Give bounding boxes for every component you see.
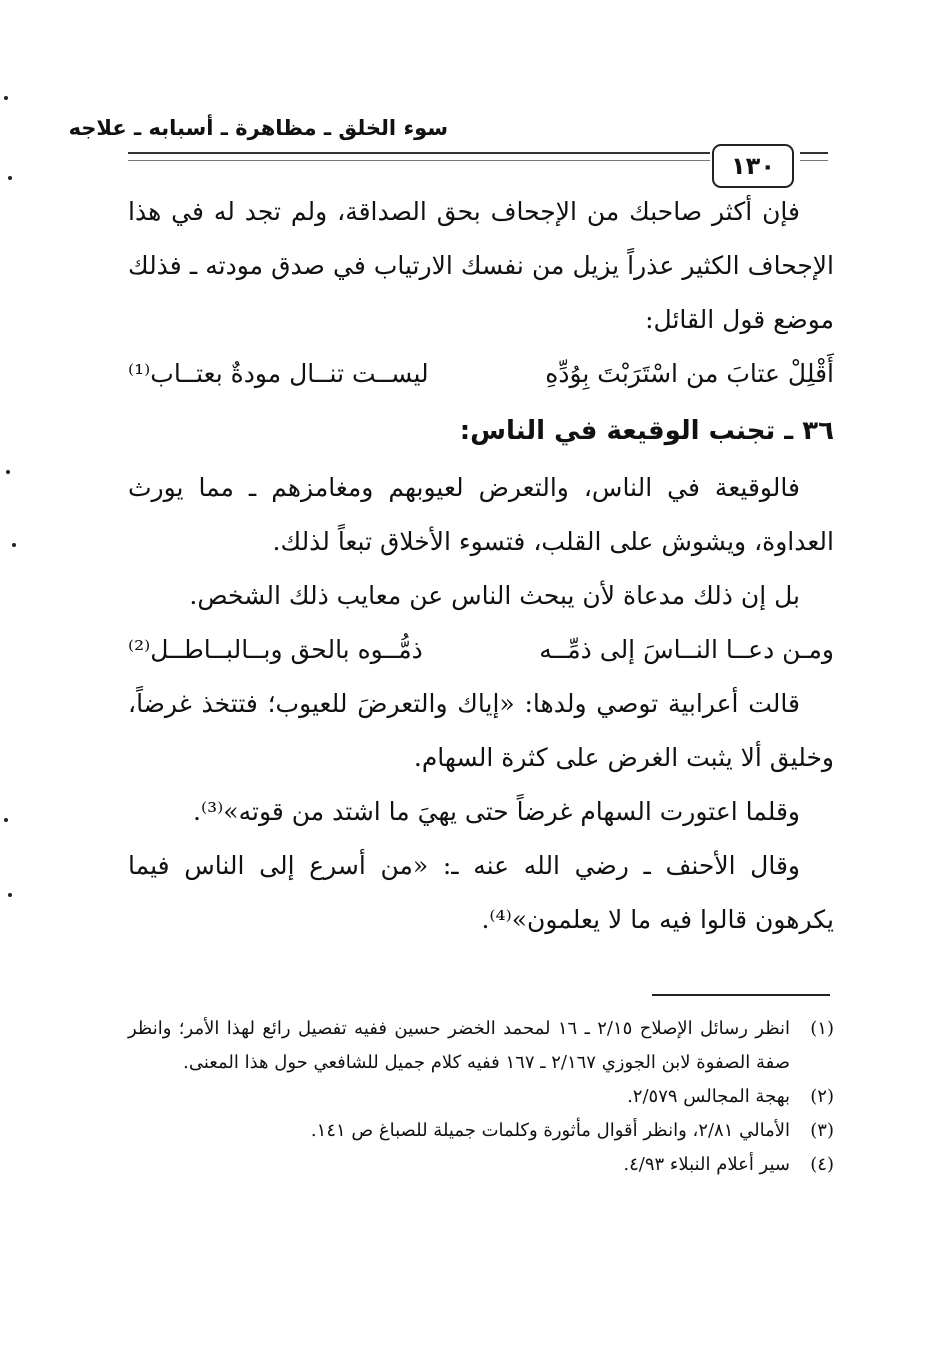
paragraph: وقال الأحنف ـ رضي الله عنه ـ: «من أسرع إلى الناس فيما يكرهون قالوا فيه ما لا يعلمون»⁽⁴⁾. [128,851,834,934]
verse-second-hemistich: ليســت تنــال مودةٌ بعتــاب⁽¹⁾ [128,359,429,388]
margin-dot [8,176,12,180]
verse-first-hemistich: ومـن دعــا النــاسَ إلى ذمِّــه [539,635,834,664]
page-number: ١٣٠ [712,144,794,188]
paragraph: بل إن ذلك مدعاة لأن يبحث الناس عن معايب ذلك الشخص. [189,581,800,610]
footnote-text: الأمالي ٢/٨١، وانظر أقوال مأثورة وكلمات جميلة للصباغ ص ١٤١. [310,1120,790,1141]
footnote-number: (١) [810,1018,834,1039]
verse-second-hemistich: ذمُّــوه بالحق وبــالبــاطــل⁽²⁾ [128,635,423,664]
poem-verse [128,623,834,677]
margin-dot [4,96,8,100]
margin-dot [12,543,16,547]
margin-dot [8,893,12,897]
footnote [128,1012,834,1080]
main-text [128,185,834,947]
verse-first-hemistich: أَقْلِلْ عتابَ من اسْتَرَبْتَ بِوُدِّهِ [545,359,834,388]
footnote-text: سير أعلام النبلاء ٤/٩٣. [623,1154,790,1175]
margin-dot [6,470,10,474]
footnote [128,1080,834,1114]
header-rule [128,152,710,161]
running-title: سوء الخلق ـ مظاهرة ـ أسبابه ـ علاجه [68,116,448,140]
footnote [128,1148,834,1182]
footnote-number: (٢) [810,1086,834,1107]
footnote-separator [652,994,830,996]
paragraph: فالوقيعة في الناس، والتعرض لعيوبهم ومغامزهم ـ مما يورث العداوة، ويشوش على القلب، فتسوء الأخلاق تبعاً لذلك. [128,473,834,556]
paragraph: وقلما اعتورت السهام غرضاً حتى يهيَ ما اشتد من قوته»⁽³⁾. [193,797,800,826]
footnote-number: (٤) [810,1154,834,1175]
header-rule-short [800,152,828,161]
margin-dot [4,818,8,822]
page-header [68,112,828,192]
footnote-number: (٣) [810,1120,834,1141]
poem-verse [128,347,834,401]
paragraph: قالت أعرابية توصي ولدها: «إياك والتعرضَ للعيوب؛ فتتخذ غرضاً، وخليق ألا يثبت الغرض على كثرة السهام. [128,689,834,772]
paragraph: فإن أكثر صاحبك من الإجحاف بحق الصداقة، ولم تجد له في هذا الإجحاف الكثير عذراً يزيل من نفسك الارتياب في صدق مودته ـ فذلك موضع قول القائل: [128,197,834,334]
section-heading: ٣٦ ـ تجنب الوقيعة في الناس: [459,416,834,446]
footnote-text: بهجة المجالس ٢/٥٧٩. [627,1086,790,1107]
footnote [128,1114,834,1148]
footnote-text: انظر رسائل الإصلاح ٢/١٥ ـ ١٦ لمحمد الخضر حسين ففيه تفصيل رائع لهذا الأمر؛ وانظر صفة الصفوة لابن الجوزي ٢/١٦٧ ـ ١٦٧ ففيه كلام جميل للشافعي حول هذا المعنى. [128,1018,791,1073]
footnotes [128,1012,834,1182]
